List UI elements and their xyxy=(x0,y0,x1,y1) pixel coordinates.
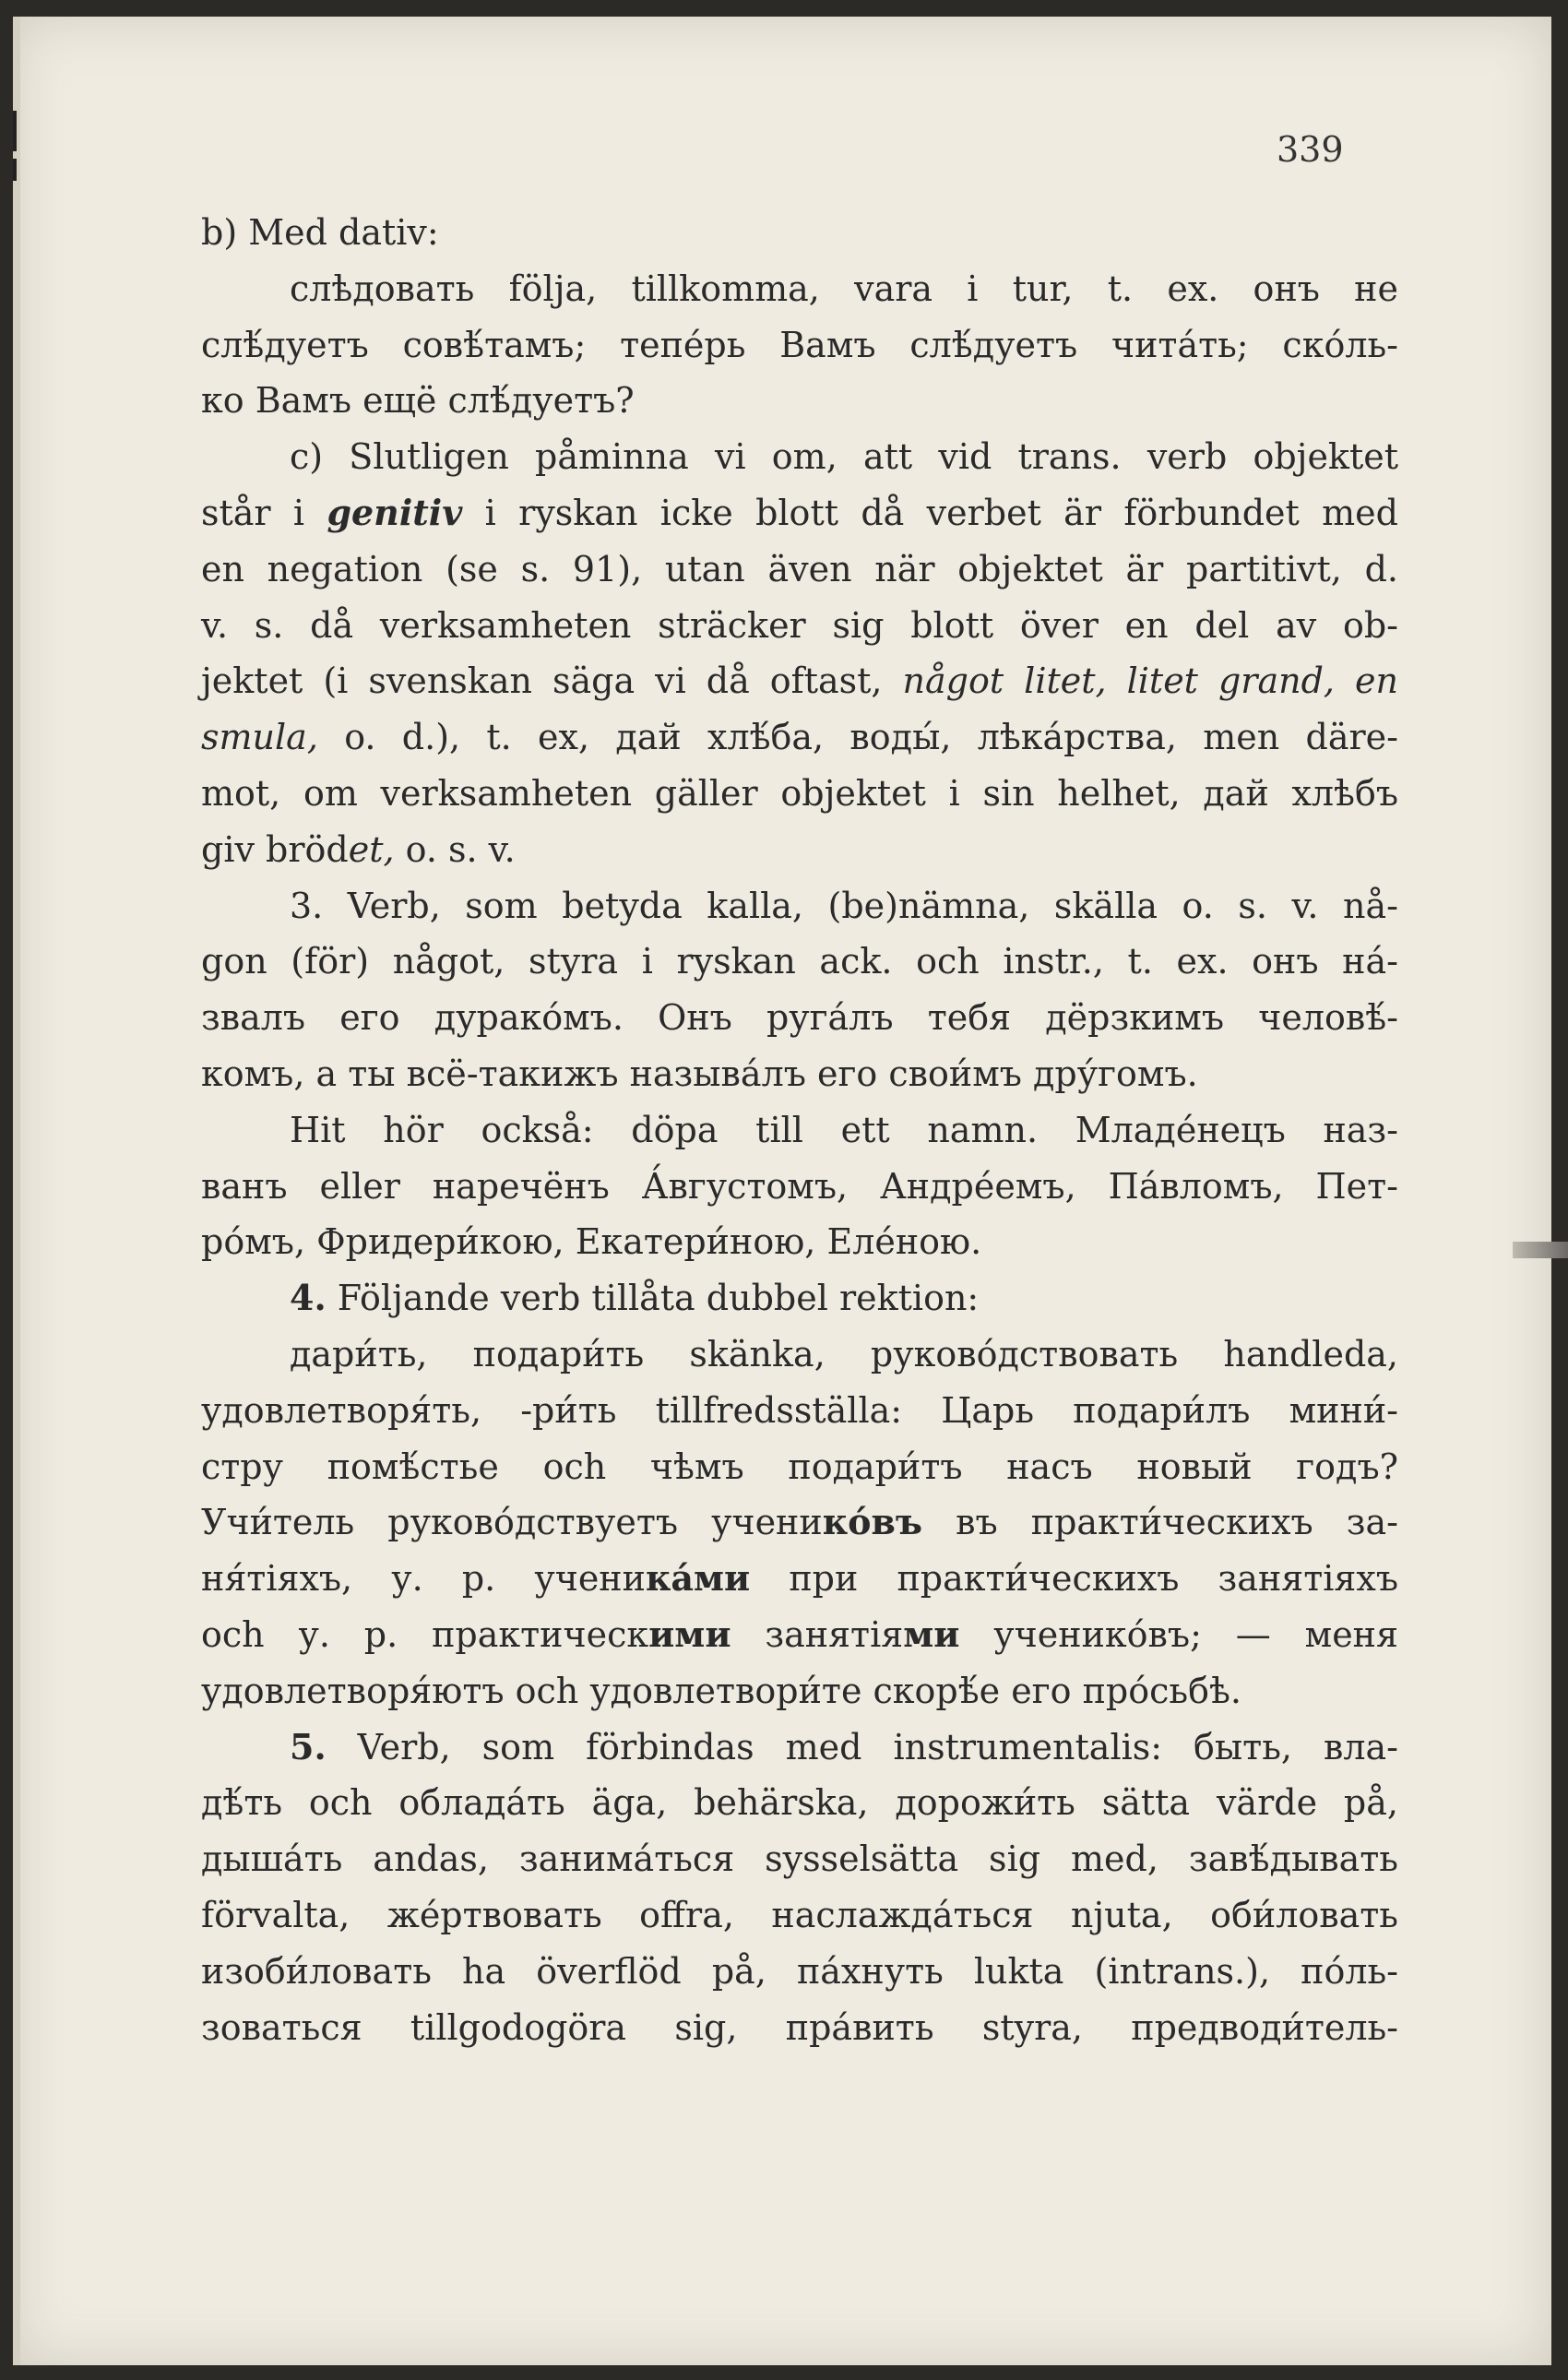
text-line xyxy=(201,1159,1398,1215)
text-run: Учи́тель руково́дствуетъ учени xyxy=(201,1502,823,1543)
page-spine-edge xyxy=(13,17,20,2365)
text-line xyxy=(201,1887,1398,1944)
text-line xyxy=(201,429,1398,485)
text-run: изоби́ловать ha överflöd på, па́хнуть lukta (intrans.), по́ль- xyxy=(201,1950,1398,1992)
text-run: genitiv xyxy=(327,491,463,533)
text-run: ученико́въ; — меня xyxy=(959,1613,1398,1655)
text-run: въ практи́ческихъ за- xyxy=(922,1502,1399,1543)
text-run: o. s. v. xyxy=(394,828,516,870)
text-run: Följande verb tillåta dubbel rektion: xyxy=(326,1278,980,1319)
binding-mark-bottom xyxy=(13,159,17,181)
text-run: giv bröd xyxy=(201,828,349,870)
text-line xyxy=(201,878,1398,934)
text-run: звалъ его дурако́мъ. Онъ руга́лъ тебя дёрзкимъ человѣ́- xyxy=(201,997,1398,1039)
text-line xyxy=(201,709,1398,766)
page-number: 339 xyxy=(1277,129,1344,170)
text-line xyxy=(201,317,1398,374)
text-line xyxy=(201,1439,1398,1495)
text-run: Hit hör också: döpa till ett namn. Младе́нецъ наз- xyxy=(290,1109,1398,1150)
text-run: förvalta, же́ртвовать offra, наслажда́ться njuta, оби́ловать xyxy=(201,1894,1398,1935)
text-run: ка́ми xyxy=(645,1557,751,1600)
text-line xyxy=(201,1663,1398,1720)
text-run: b) Med dativ: xyxy=(201,212,439,253)
text-run: ко Вамъ ещё слѣ́дуетъ? xyxy=(201,380,635,422)
text-run: står i xyxy=(201,492,327,533)
text-line xyxy=(201,934,1398,990)
text-run: зоваться tillgodogöra sig, пра́вить styra, предводи́тель- xyxy=(201,2006,1398,2048)
page-body-text xyxy=(201,205,1398,2055)
text-run: ими xyxy=(648,1612,731,1655)
text-run: 4. xyxy=(290,1277,327,1319)
text-line xyxy=(201,1494,1398,1551)
text-line xyxy=(201,1831,1398,1887)
text-run: ми xyxy=(903,1612,960,1655)
text-run: дыша́ть andas, занима́ться sysselsätta sig med, завѣ́дывать xyxy=(201,1839,1398,1880)
text-line xyxy=(201,1214,1398,1270)
text-line xyxy=(201,1327,1398,1383)
text-run: smula, xyxy=(201,717,318,758)
text-line xyxy=(201,373,1398,429)
text-run: något litet, litet grand, en xyxy=(902,660,1398,702)
text-run: занятія xyxy=(731,1613,904,1655)
text-run: jektet (i svenskan säga vi då oftast, xyxy=(201,660,903,702)
text-run: комъ, а ты всё-такижъ называ́лъ его свои́мъ дру́гомъ. xyxy=(201,1053,1198,1094)
text-run: i ryskan icke blott då verbet är förbundet med xyxy=(462,492,1398,533)
text-line xyxy=(201,1270,1398,1327)
text-run: дѣ́ть och облада́ть äga, behärska, дорожи́ть sätta värde på, xyxy=(201,1782,1398,1824)
text-run: et, xyxy=(348,828,395,870)
text-run: слѣ́дуетъ совѣ́тамъ; тепе́рь Вамъ слѣ́дуетъ чита́ть; ско́ль- xyxy=(201,324,1398,365)
text-run: Verb, som förbindas med instrumentalis: быть, вла- xyxy=(326,1726,1398,1767)
text-line xyxy=(201,1383,1398,1439)
text-line xyxy=(201,485,1398,541)
text-run: ванъ eller наречёнъ А́вгустомъ, Андре́емъ, Па́вломъ, Пет- xyxy=(201,1165,1398,1207)
text-run: 3. Verb, som betyda kalla, (be)nämna, skälla o. s. v. nå- xyxy=(290,885,1398,926)
text-line xyxy=(201,1046,1398,1102)
text-line xyxy=(201,1944,1398,2000)
text-run: mot, om verksamheten gäller objektet i sin helhet, дай хлѣбъ xyxy=(201,772,1398,814)
text-run: en negation (se s. 91), utan även när objektet är partitivt, d. xyxy=(201,548,1398,589)
text-run: ро́мъ, Фридери́кою, Екатери́ною, Еле́ною. xyxy=(201,1221,982,1263)
text-run: c) Slutligen påminna vi om, att vid trans. verb objektet xyxy=(290,436,1398,478)
text-run: o. d.), t. ex, дай хлѣ́ба, воды́, лѣка́рства, men däre- xyxy=(317,717,1398,758)
text-run: слѣдовать följa, tillkomma, vara i tur, t. ex. онъ не xyxy=(290,268,1398,309)
text-run: v. s. då verksamheten sträcker sig blott över en del av ob- xyxy=(201,604,1398,646)
page-marker-tab xyxy=(1513,1242,1568,1258)
text-run: och у. р. практическ xyxy=(201,1613,649,1655)
text-run: 5. xyxy=(290,1725,327,1767)
text-run: ко́въ xyxy=(822,1501,923,1543)
text-line xyxy=(201,1607,1398,1663)
text-run: удовлетворя́ть, -ри́ть tillfredsställa: Царь подари́лъ мини́- xyxy=(201,1389,1398,1431)
binding-mark-top xyxy=(13,111,17,151)
text-line xyxy=(201,653,1398,709)
text-run: удовлетворя́ютъ och удовлетвори́те скорѣ́е его про́сьбѣ. xyxy=(201,1670,1241,1711)
text-line xyxy=(201,1551,1398,1607)
text-line xyxy=(201,2000,1398,2056)
text-line xyxy=(201,990,1398,1046)
text-line xyxy=(201,1720,1398,1776)
text-line xyxy=(201,822,1398,878)
text-line xyxy=(201,261,1398,317)
text-line xyxy=(201,766,1398,822)
text-run: стру помѣ́стье och чѣмъ подари́тъ насъ новый годъ? xyxy=(201,1446,1398,1487)
text-line xyxy=(201,598,1398,654)
text-run: ня́тіяхъ, у. р. учени xyxy=(201,1558,646,1600)
text-line xyxy=(201,1775,1398,1831)
text-run: gon (för) något, styra i ryskan ack. och instr., t. ex. онъ на́- xyxy=(201,941,1398,982)
text-run: дари́ть, подари́ть skänka, руково́дствовать handleda, xyxy=(290,1333,1398,1374)
text-line xyxy=(201,205,1398,261)
text-line xyxy=(201,1102,1398,1159)
text-line xyxy=(201,541,1398,598)
text-run: при практи́ческихъ занятіяхъ xyxy=(750,1558,1398,1600)
